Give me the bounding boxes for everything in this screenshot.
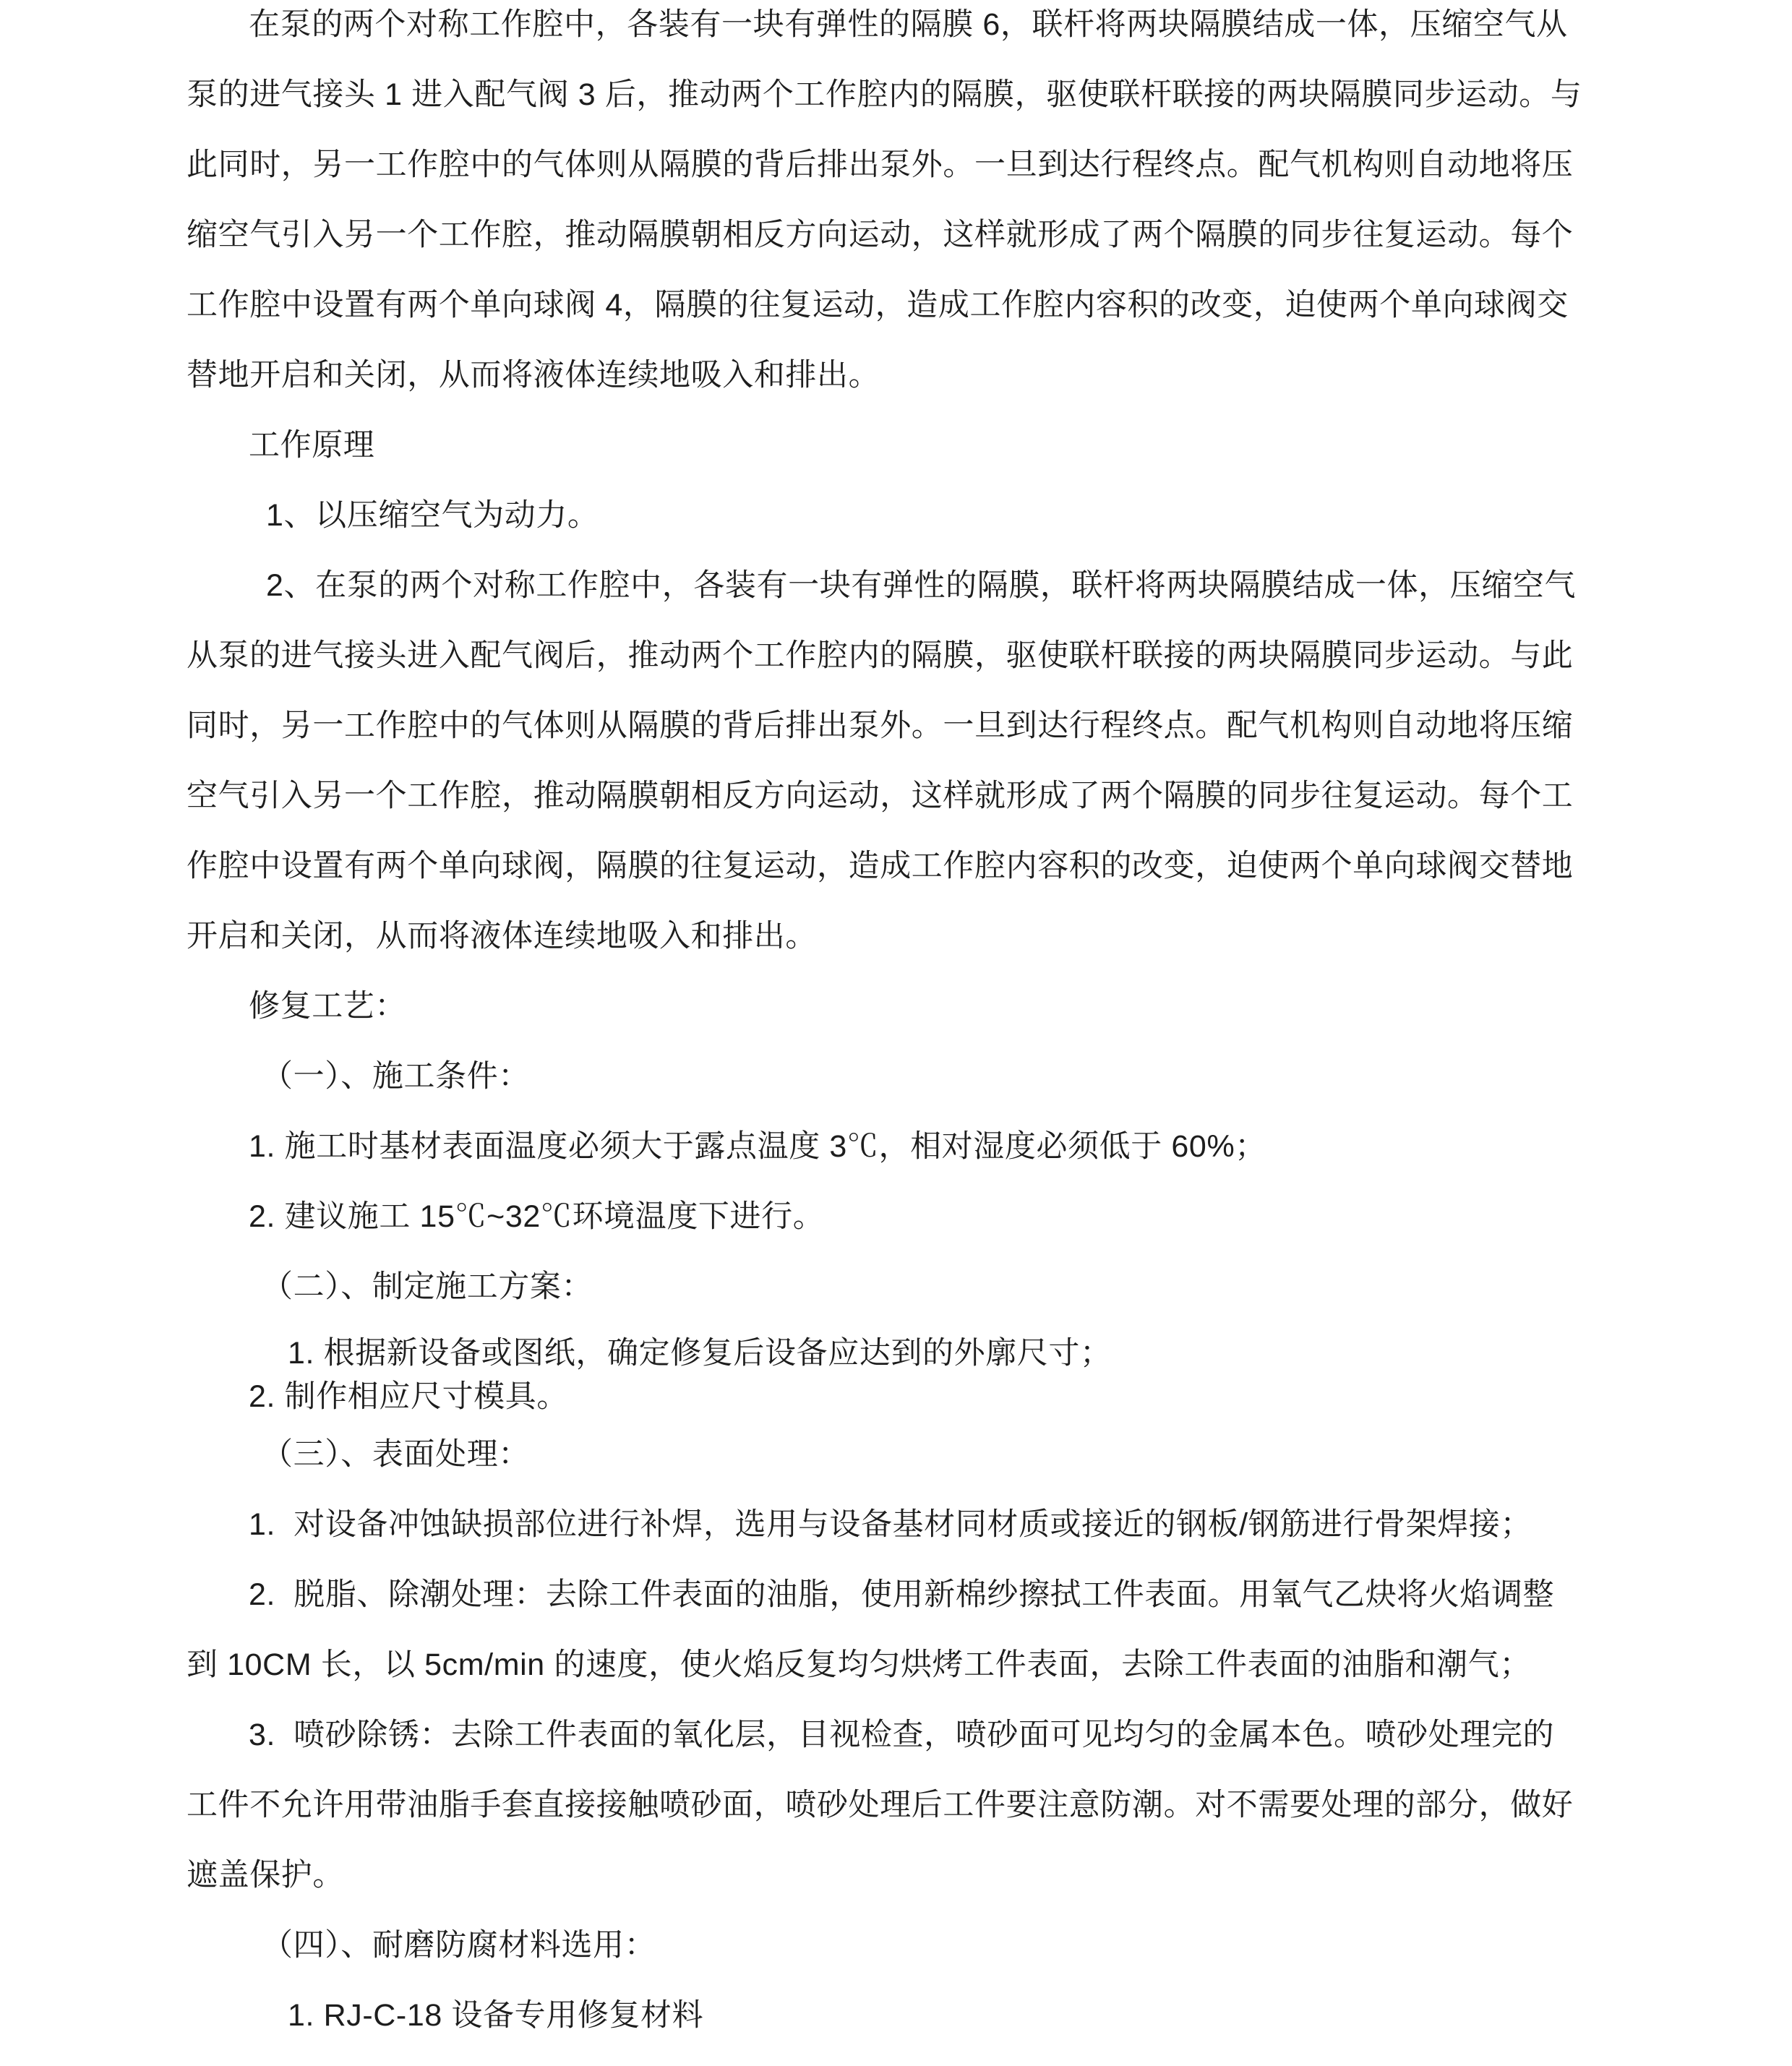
list-item: 1. RJ-C-18 设备专用修复材料 bbox=[288, 1998, 704, 2033]
text-line: 工作腔中设置有两个单向球阀 4，隔膜的往复运动，造成工作腔内容积的改变，迫使两个单向球阀交 bbox=[187, 288, 1569, 322]
text-line: 从泵的进气接头进入配气阀后，推动两个工作腔内的隔膜，驱使联杆联接的两块隔膜同步运动。与此 bbox=[187, 638, 1574, 673]
list-item: 1. 根据新设备或图纸，确定修复后设备应达到的外廓尺寸； bbox=[288, 1336, 1112, 1371]
text-line: 开启和关闭，从而将液体连续地吸入和排出。 bbox=[187, 919, 817, 953]
list-item: 3. 喷砂除锈：去除工件表面的氧化层，目视检查，喷砂面可见均匀的金属本色。喷砂处理完的 bbox=[249, 1718, 1555, 1752]
section-heading: 工作原理 bbox=[249, 428, 375, 463]
text-line: 缩空气引入另一个工作腔，推动隔膜朝相反方向运动，这样就形成了两个隔膜的同步往复运动。每个 bbox=[187, 218, 1574, 252]
section-heading: （三）、表面处理： bbox=[262, 1437, 530, 1472]
section-heading: 修复工艺： bbox=[249, 989, 406, 1024]
text-line: 在泵的两个对称工作腔中，各装有一块有弹性的隔膜 6，联杆将两块隔膜结成一体，压缩空气从 bbox=[249, 7, 1568, 42]
section-heading: （四）、耐磨防腐材料选用： bbox=[262, 1928, 656, 1963]
text-line: 工件不允许用带油脂手套直接接触喷砂面，喷砂处理后工件要注意防潮。对不需要处理的部分，做好 bbox=[187, 1788, 1574, 1822]
text-line: 空气引入另一个工作腔，推动隔膜朝相反方向运动，这样就形成了两个隔膜的同步往复运动。每个工 bbox=[187, 779, 1574, 813]
text-line: 作腔中设置有两个单向球阀，隔膜的往复运动，造成工作腔内容积的改变，迫使两个单向球阀交替地 bbox=[187, 849, 1574, 883]
list-item: 2、在泵的两个对称工作腔中，各装有一块有弹性的隔膜，联杆将两块隔膜结成一体，压缩空气 bbox=[266, 568, 1577, 603]
text-line: 泵的进气接头 1 进入配气阀 3 后，推动两个工作腔内的隔膜，驱使联杆联接的两块隔膜同步运动。与 bbox=[187, 77, 1582, 112]
list-item: 1. 施工时基材表面温度必须大于露点温度 3℃，相对湿度必须低于 60%； bbox=[249, 1129, 1266, 1164]
text-line: 替地开启和关闭，从而将液体连续地吸入和排出。 bbox=[187, 358, 880, 393]
section-heading: （一）、施工条件： bbox=[262, 1059, 530, 1094]
list-item: 2. 制作相应尺寸模具。 bbox=[249, 1379, 569, 1414]
text-line: 到 10CM 长，以 5cm/min 的速度，使火焰反复均匀烘烤工件表面，去除工件表面的油脂和潮气； bbox=[187, 1647, 1531, 1682]
list-item: 1. 对设备冲蚀缺损部位进行补焊，选用与设备基材同材质或接近的钢板/钢筋进行骨架焊接； bbox=[249, 1507, 1532, 1542]
list-item: 2. 脱脂、除潮处理：去除工件表面的油脂，使用新棉纱擦拭工件表面。用氧气乙炔将火焰调整 bbox=[249, 1577, 1555, 1612]
section-heading: （二）、制定施工方案： bbox=[262, 1269, 593, 1304]
text-line: 同时，另一工作腔中的气体则从隔膜的背后排出泵外。一旦到达行程终点。配气机构则自动地将压缩 bbox=[187, 708, 1574, 743]
list-item: 1、以压缩空气为动力。 bbox=[266, 498, 599, 533]
text-line: 遮盖保护。 bbox=[187, 1858, 344, 1893]
text-line: 此同时，另一工作腔中的气体则从隔膜的背后排出泵外。一旦到达行程终点。配气机构则自动地将压 bbox=[187, 147, 1574, 182]
list-item: 2. 建议施工 15℃~32℃环境温度下进行。 bbox=[249, 1199, 825, 1234]
